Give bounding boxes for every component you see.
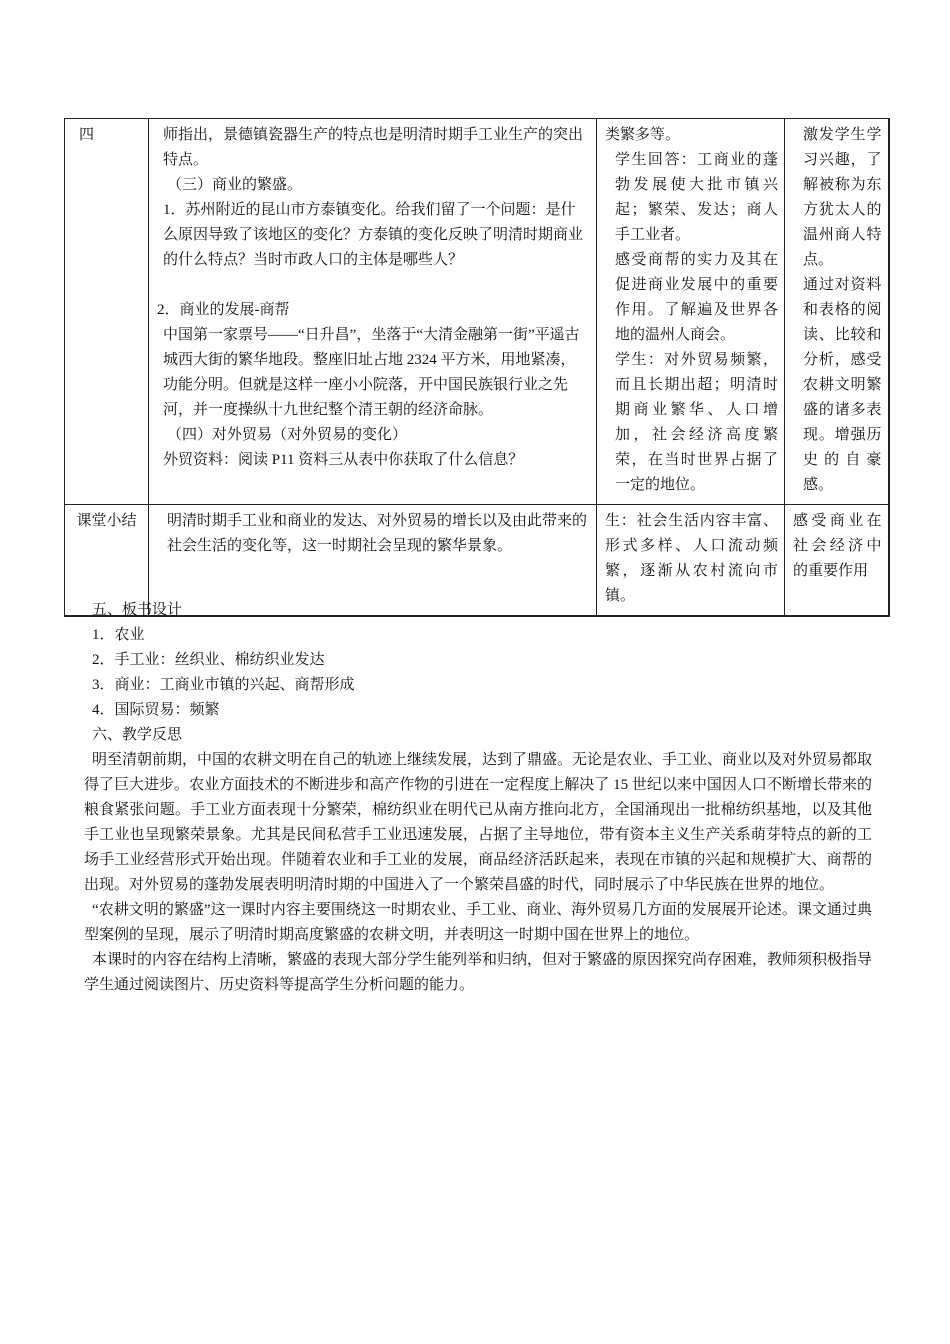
- board-design-heading: 五、板书设计: [92, 602, 183, 618]
- reflection-heading: 六、教学反思: [92, 727, 183, 743]
- student-text-1: 类繁多等。: [605, 127, 681, 143]
- student-text-3: 感受商帮的实力及其在促进商业发展中的重要作用。了解遍及世界各地的温州人商会。: [615, 252, 778, 343]
- teacher-text-trade-material: 外贸资料：阅读 P11 资料三从表中你获取了什么信息？: [163, 452, 524, 468]
- section-heading-commerce: （三）商业的繁盛。: [167, 177, 303, 193]
- teacher-text-rishengchang: 中国第一家票号——“日升昌”，坐落于“大清金融第一街”平遥古城西大街的繁华地段。整座旧址占地 2324 平方米，用地紧凑，功能分明。但就是这样一座小小院落，开中国民族银行业之先河，并一度操纵十九世纪整个清王朝的经济命脉。: [163, 327, 580, 418]
- section-heading-trade: （四）对外贸易（对外贸易的变化）: [167, 427, 408, 443]
- step-label-cell: [65, 119, 149, 505]
- design-intent-cell: [785, 119, 889, 505]
- table-row-step-four: [65, 119, 889, 505]
- teacher-activity-cell: [149, 119, 597, 505]
- board-item: 1．农业: [92, 627, 145, 643]
- intent-text-1: 激发学生学习兴趣，了解被称为东方犹太人的温州商人特点。: [803, 127, 882, 268]
- board-item: 2．手工业：丝织业、棉纺织业发达: [92, 652, 325, 668]
- reflection-paragraph-1: 明至清朝前期，中国的农耕文明在自己的轨迹上继续发展，达到了鼎盛。无论是农业、手工业、商业以及对外贸易都取得了巨大进步。农业方面技术的不断进步和高产作物的引进在一定程度上解决了 15 世纪以来中国因人口不断增长带来的粮食紧张问题。手工业方面表现十分繁荣，棉纺织业在明代已从南方推向北方，全国涌现出一批棉纺织基地，以及其他手工业也呈现繁荣景象。尤其是民间私营手工业迅速发展，占据了主导地位，带有资本主义生产关系萌芽特点的新的工场手工业经营形式开始出现。伴随着农业和手工业的发展，商品经济活跃起来，表现在市镇的兴起和规模扩大、商帮的出现。对外贸易的蓬勃发展表明明清时期的中国进入了一个繁荣昌盛的时代，同时展示了中华民族在世界的地位。: [84, 752, 873, 893]
- intent-text-2: 通过对资料和表格的阅读、比较和分析，感受农耕文明繁盛的诸多表现。增强历史的自豪感。: [803, 277, 882, 493]
- reflection-paragraph-2: “农耕文明的繁盛”这一课时内容主要围绕这一时期农业、手工业、商业、海外贸易几方面的发展展开论述。课文通过典型案例的呈现，展示了明清时期高度繁盛的农耕文明，并表明这一时期中国在世界上的地位。: [84, 902, 872, 943]
- lesson-plan-table: [64, 118, 890, 617]
- post-table-section: [84, 598, 873, 998]
- teacher-text-shangbang: 2．商业的发展-商帮: [157, 302, 290, 318]
- student-text-4: 学生：对外贸易频繁，而且长期出超；明清时期商业繁华、人口增加，社会经济高度繁荣，在当时世界占据了一定的地位。: [615, 352, 778, 493]
- step-label: 四: [79, 127, 95, 143]
- board-item: 4．国际贸易：频繁: [92, 702, 220, 718]
- teacher-text-fangtai: 1．苏州附近的昆山市方泰镇变化。给我们留了一个问题：是什么原因导致了该地区的变化？方泰镇的变化反映了明清时期商业的什么特点？当时市政人口的主体是哪些人？: [163, 202, 584, 268]
- summary-student-text: 生：社会生活内容丰富、形式多样、人口流动频繁，逐渐从农村流向市镇。: [605, 513, 778, 604]
- summary-intent-text: 感受商业在社会经济中的重要作用: [793, 513, 882, 579]
- reflection-paragraph-3: 本课时的内容在结构上清晰，繁盛的表现大部分学生能列举和归纳，但对于繁盛的原因探究尚存困难，教师须积极指导学生通过阅读图片、历史资料等提高学生分析问题的能力。: [84, 952, 873, 993]
- student-activity-cell: [597, 119, 785, 505]
- summary-teacher-text: 明清时期手工业和商业的发达、对外贸易的增长以及由此带来的社会生活的变化等，这一时期社会呈现的繁华景象。: [167, 513, 588, 554]
- student-text-2: 学生回答：工商业的蓬勃发展使大批市镇兴起；繁荣、发达；商人手工业者。: [615, 152, 778, 243]
- board-item: 3．商业：工商业市镇的兴起、商帮形成: [92, 677, 355, 693]
- teacher-text-1: 师指出，景德镇瓷器生产的特点也是明清时期手工业生产的突出特点。: [163, 127, 584, 168]
- summary-label: 课堂小结: [76, 513, 137, 529]
